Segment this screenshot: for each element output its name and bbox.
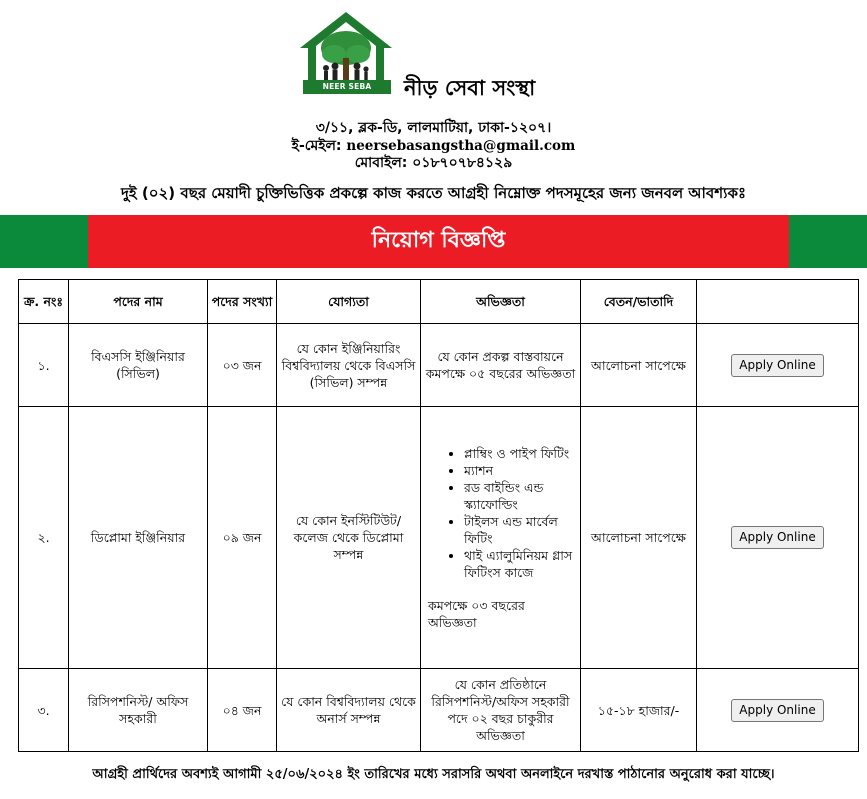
col-post: পদের নাম [69,280,208,324]
col-serial: ক্র. নংঃ [19,280,69,324]
row-salary: আলোচনা সাপেক্ষে [581,324,697,407]
list-item: • প্লাম্বিং ও পাইপ ফিটিং [464,445,577,462]
table-row [19,407,859,669]
col-count: পদের সংখ্যা [208,280,277,324]
row-qualification: যে কোন বিশ্ববিদ্যালয় থেকে অনার্স সম্পন্ন [277,669,421,752]
col-apply [697,280,859,324]
row-count: ০৪ জন [208,669,277,752]
banner-green-left [0,215,88,268]
email-line [0,138,867,156]
row-apply-cell [697,324,859,407]
email-label: ই-মেইল: [291,137,347,154]
table-row [19,669,859,752]
row-post: বিএসসি ইঞ্জিনিয়ার (সিভিল) [69,324,208,407]
row-serial: ২. [19,407,69,669]
table-row [19,324,859,407]
row-count: ০৯ জন [208,407,277,669]
experience-list [424,445,577,581]
row-apply-cell [697,669,859,752]
row-post: ডিপ্লোমা ইঞ্জিনিয়ার [69,407,208,669]
row-experience: যে কোন প্রতিষ্ঠানে রিসিপশনিস্ট/অফিস সহকারী পদে ০২ বছর চাকুরীর অভিজ্ঞতা [421,669,581,752]
row-salary: ১৫-১৮ হাজার/- [581,669,697,752]
row-count: ০৩ জন [208,324,277,407]
contact-block [0,120,867,173]
notice-headline: দুই (০২) বছর মেয়াদী চুক্তিভিত্তিক প্রকল্পে কাজ করতে আগ্রহী নিম্নোক্ত পদসমূহের জন্য জনবল আবশ্যকঃ [121,184,746,202]
address: ৩/১১, ব্লক-ডি, লালমাটিয়া, ঢাকা-১২০৭। [315,120,552,136]
list-item: • ম্যাশন [464,462,577,479]
row-qualification: যে কোন ইনস্টিটিউট/ কলেজ থেকে ডিপ্লোমা সম্পন্ন [277,407,421,669]
apply-online-button[interactable]: Apply Online [731,526,823,549]
list-item: • টাইলস এন্ড মার্বেল ফিটিং [464,513,577,547]
row-serial: ১. [19,324,69,407]
job-table [18,279,859,752]
row-apply-cell [697,407,859,669]
email-link[interactable]: neersebasangstha@gmail.com [346,137,576,154]
row-salary: আলোচনা সাপেক্ষে [581,407,697,669]
row-post: রিসিপশনিস্ট/ অফিস সহকারী [69,669,208,752]
apply-online-button[interactable]: Apply Online [731,354,823,377]
banner-title: নিয়োগ বিজ্ঞপ্তি [88,215,789,268]
row-qualification: যে কোন ইঞ্জিনিয়ারিং বিশ্ববিদ্যালয় থেকে বিএসসি (সিভিল) সম্পন্ন [277,324,421,407]
apply-online-button[interactable]: Apply Online [731,699,823,722]
logo-caption: NEER SEBA SANGSTHA [303,80,391,94]
table-header-row [19,280,859,324]
deadline-note: আগ্রহী প্রার্থিদের অবশ্যই আগামী ২৫/০৬/২০২৪ ইং তারিখের মধ্যে সরাসরি অথবা অনলাইনে দরখাস্ত পাঠানোর অনুরোধ করা যাচ্ছে। [92,767,775,782]
col-salary: বেতন/ভাতাদি [581,280,697,324]
row-experience: যে কোন প্রকল্প বাস্তবায়নে কমপক্ষে ০৫ বছরের অভিজ্ঞতা [421,324,581,407]
row-serial: ৩. [19,669,69,752]
banner-green-right [789,215,867,268]
notice-header [0,0,867,200]
experience-note: কমপক্ষে ০৩ বছরের অভিজ্ঞতা [428,597,525,630]
col-experience: অভিজ্ঞতা [421,280,581,324]
row-experience [421,407,581,669]
list-item: • থাই এ্যালুমিনিয়ম গ্লাস ফিটিংস কাজে [464,547,577,581]
recruitment-banner [0,215,867,268]
col-qualification: যোগ্যতা [277,280,421,324]
mobile-number: মোবাইল: ০১৮৭০৭৮৪১২৯ [354,155,513,171]
organization-name: নীড় সেবা সংস্থা [404,76,536,100]
list-item: • রড বাইন্ডিং এন্ড স্ক্যাফোল্ডিং [464,479,577,513]
